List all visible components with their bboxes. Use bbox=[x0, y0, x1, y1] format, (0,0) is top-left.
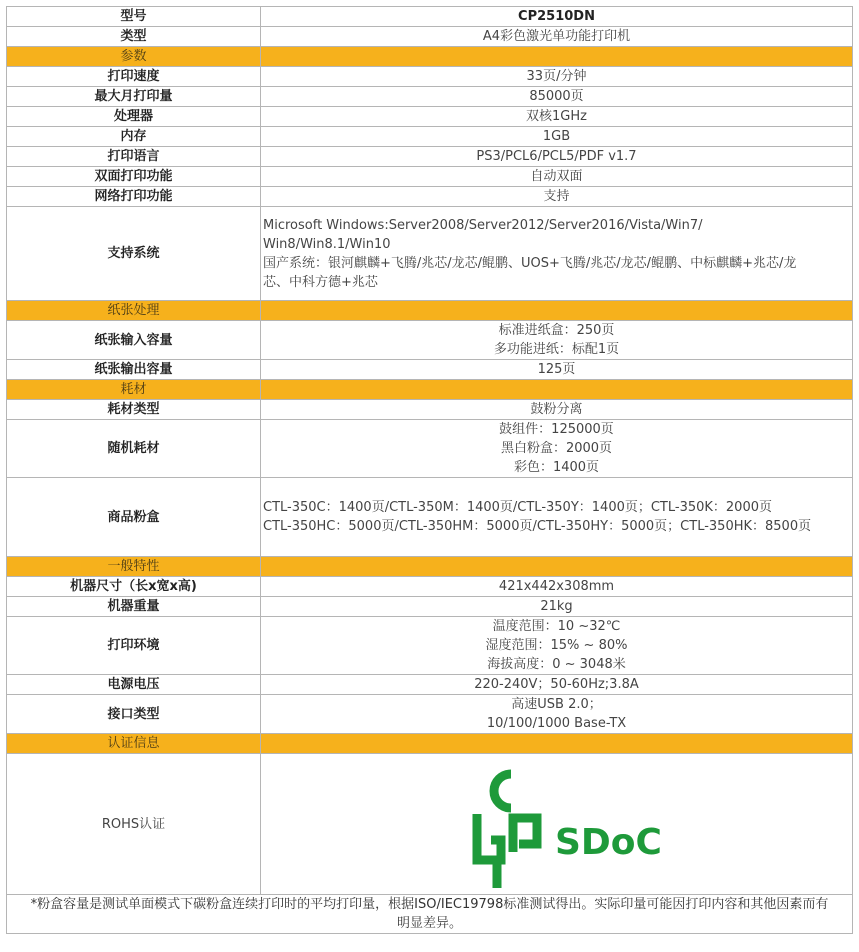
section-general-filler bbox=[261, 557, 853, 577]
bundled-line: 黑白粉盒：2000页 bbox=[500, 441, 613, 456]
env-line: 湿度范围：15% ~ 80% bbox=[485, 638, 628, 653]
spec-value: 85000页 bbox=[261, 87, 853, 107]
model-row bbox=[7, 7, 853, 27]
spec-table bbox=[6, 6, 853, 934]
footnote-line: 明显差异。 bbox=[396, 916, 462, 931]
spec-row bbox=[7, 67, 853, 87]
retail-toner-value bbox=[261, 478, 853, 557]
section-consumables-title: 耗材 bbox=[7, 380, 261, 400]
size-row bbox=[7, 577, 853, 597]
spec-row bbox=[7, 127, 853, 147]
spec-label: 内存 bbox=[7, 127, 261, 147]
footnote bbox=[7, 895, 853, 934]
model-label: 型号 bbox=[7, 7, 261, 27]
cert-logo-cell bbox=[261, 754, 853, 895]
paper-input-label: 纸张输入容量 bbox=[7, 321, 261, 360]
section-general bbox=[7, 557, 853, 577]
env-line: 海拔高度：0 ~ 3048米 bbox=[487, 657, 626, 672]
spec-row bbox=[7, 167, 853, 187]
section-paper-filler bbox=[261, 301, 853, 321]
section-params-filler bbox=[261, 47, 853, 67]
logo-p-shape bbox=[513, 818, 537, 852]
bundled-line: 鼓组件：125000页 bbox=[499, 422, 614, 437]
power-value: 220-240V；50-60Hz;3.8A bbox=[261, 675, 853, 695]
type-value: A4彩色激光单功能打印机 bbox=[261, 27, 853, 47]
paper-input-line: 标准进纸盒：250页 bbox=[498, 323, 615, 338]
os-line: Win8/Win8.1/Win10 bbox=[263, 236, 391, 252]
spec-row bbox=[7, 147, 853, 167]
bundled-value bbox=[261, 420, 853, 478]
size-value: 421x442x308mm bbox=[261, 577, 853, 597]
logo-g-shape bbox=[477, 814, 501, 860]
spec-label: 最大月打印量 bbox=[7, 87, 261, 107]
logo-c-shape bbox=[494, 774, 511, 808]
paper-output-value: 125页 bbox=[261, 360, 853, 380]
retail-toner-label: 商品粉盒 bbox=[7, 478, 261, 557]
paper-input-row bbox=[7, 321, 853, 360]
logo-sdoc-text: SDoC bbox=[555, 822, 662, 863]
spec-label: 处理器 bbox=[7, 107, 261, 127]
section-params bbox=[7, 47, 853, 67]
type-label: 类型 bbox=[7, 27, 261, 47]
env-row bbox=[7, 617, 853, 675]
env-label: 打印环境 bbox=[7, 617, 261, 675]
spec-label: 双面打印功能 bbox=[7, 167, 261, 187]
env-value bbox=[261, 617, 853, 675]
interface-row bbox=[7, 695, 853, 734]
weight-label: 机器重量 bbox=[7, 597, 261, 617]
section-params-title: 参数 bbox=[7, 47, 261, 67]
size-label: 机器尺寸（长x宽x高) bbox=[7, 577, 261, 597]
footnote-line: *粉盒容量是测试单面模式下碳粉盒连续打印时的平均打印量，根据ISO/IEC19798标准测试得出。实际印量可能因打印内容和其他因素而有 bbox=[30, 897, 829, 912]
gp-mark-icon bbox=[477, 774, 537, 888]
weight-row bbox=[7, 597, 853, 617]
bundled-line: 彩色：1400页 bbox=[513, 460, 600, 475]
env-line: 温度范围：10 ~32℃ bbox=[492, 619, 621, 634]
spec-label: 网络打印功能 bbox=[7, 187, 261, 207]
gp-sdoc-logo-graphic bbox=[439, 756, 679, 892]
section-general-title: 一般特性 bbox=[7, 557, 261, 577]
spec-value: 双核1GHz bbox=[261, 107, 853, 127]
consumable-type-value: 鼓粉分离 bbox=[261, 400, 853, 420]
spec-row bbox=[7, 87, 853, 107]
consumable-type-label: 耗材类型 bbox=[7, 400, 261, 420]
os-row bbox=[7, 207, 853, 301]
gp-sdoc-logo bbox=[439, 756, 679, 892]
interface-label: 接口类型 bbox=[7, 695, 261, 734]
spec-row bbox=[7, 107, 853, 127]
section-cert-title: 认证信息 bbox=[7, 734, 261, 754]
consumable-type-row bbox=[7, 400, 853, 420]
spec-value: 33页/分钟 bbox=[261, 67, 853, 87]
os-line: 国产系统：银河麒麟+飞腾/兆芯/龙芯/鲲鹏、UOS+飞腾/兆芯/龙芯/鲲鹏、中标麒麟+兆芯/龙 bbox=[263, 255, 797, 271]
os-label: 支持系统 bbox=[7, 207, 261, 301]
cert-row bbox=[7, 754, 853, 895]
section-paper-title: 纸张处理 bbox=[7, 301, 261, 321]
bundled-row bbox=[7, 420, 853, 478]
os-line: 芯、中科方德+兆芯 bbox=[263, 274, 378, 290]
spec-label: 打印速度 bbox=[7, 67, 261, 87]
interface-line: 10/100/1000 Base-TX bbox=[486, 716, 627, 731]
model-value: CP2510DN bbox=[261, 7, 853, 27]
retail-toner-line: CTL-350C：1400页/CTL-350M：1400页/CTL-350Y：1400页；CTL-350K：2000页 bbox=[263, 500, 772, 515]
paper-output-row bbox=[7, 360, 853, 380]
spec-value: 1GB bbox=[261, 127, 853, 147]
os-value bbox=[261, 207, 853, 301]
power-row bbox=[7, 675, 853, 695]
power-label: 电源电压 bbox=[7, 675, 261, 695]
retail-toner-row bbox=[7, 478, 853, 557]
weight-value: 21kg bbox=[261, 597, 853, 617]
paper-input-line: 多功能进纸：标配1页 bbox=[493, 342, 620, 357]
spec-value: 支持 bbox=[261, 187, 853, 207]
section-consumables-filler bbox=[261, 380, 853, 400]
bundled-label: 随机耗材 bbox=[7, 420, 261, 478]
interface-line: 高速USB 2.0； bbox=[511, 697, 602, 712]
spec-value: 自动双面 bbox=[261, 167, 853, 187]
paper-input-value bbox=[261, 321, 853, 360]
footnote-row bbox=[7, 895, 853, 934]
interface-value bbox=[261, 695, 853, 734]
section-cert bbox=[7, 734, 853, 754]
os-line: Microsoft Windows:Server2008/Server2012/Server2016/Vista/Win7/ bbox=[263, 217, 703, 233]
paper-output-label: 纸张输出容量 bbox=[7, 360, 261, 380]
cert-label: ROHS认证 bbox=[7, 754, 261, 895]
section-cert-filler bbox=[261, 734, 853, 754]
spec-label: 打印语言 bbox=[7, 147, 261, 167]
type-row bbox=[7, 27, 853, 47]
retail-toner-line: CTL-350HC：5000页/CTL-350HM：5000页/CTL-350HY：5000页；CTL-350HK：8500页 bbox=[263, 519, 812, 534]
section-consumables bbox=[7, 380, 853, 400]
section-paper bbox=[7, 301, 853, 321]
spec-row bbox=[7, 187, 853, 207]
spec-value: PS3/PCL6/PCL5/PDF v1.7 bbox=[261, 147, 853, 167]
